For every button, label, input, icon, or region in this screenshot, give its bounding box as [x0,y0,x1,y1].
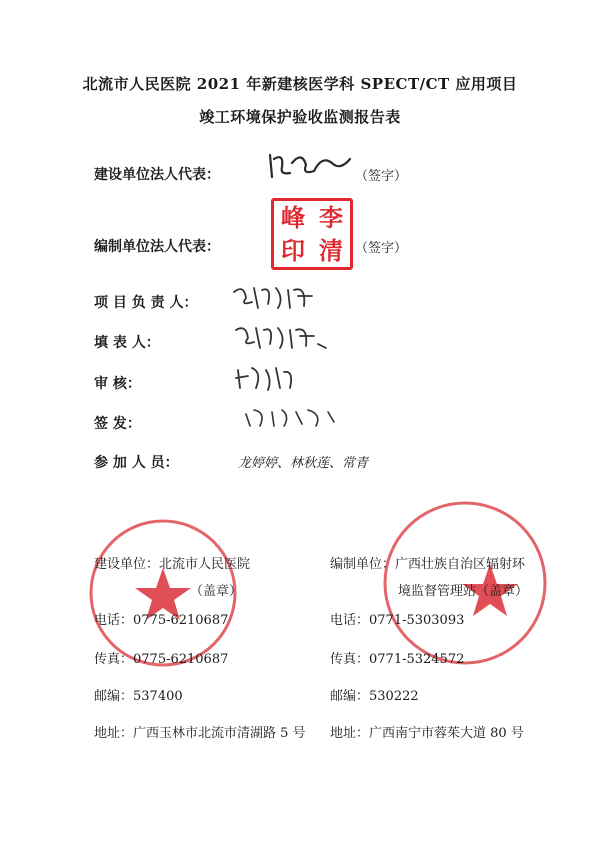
report-title-line2: 竣工环境保护验收监测报告表 [199,108,401,126]
issuer-signature [238,402,348,432]
editor-rep-row [94,236,220,256]
seal-char: 峰 [281,203,305,232]
editor-unit-line2: 境监督管理站（盖章） [398,584,529,599]
seal-char: 印 [281,236,305,265]
project-lead-row [94,292,198,312]
editor-phone: 电话：0771-5303093 [330,613,465,628]
builder-rep-label: 建设单位法人代表： [94,167,220,183]
reviewer-label: 审 核： [94,376,141,392]
editor-sign-note: （签字） [355,241,408,256]
builder-unit: 建设单位：北流市人民医院 [94,557,251,572]
filler-signature [230,318,330,354]
report-title-line1: 北流市人民医院 2021 年新建核医学科 SPECT/CT 应用项目 [82,75,518,93]
builder-address: 地址：广西玉林市北流市清湖路 5 号 [94,726,306,741]
issuer-row [94,413,141,433]
members-value: 龙婷婷、林秋莲、常青 [238,456,369,471]
editor-fax: 传真：0771-5324572 [330,652,465,667]
editor-rep-seal [271,198,353,270]
builder-postcode: 邮编：537400 [94,689,183,704]
reviewer-signature [232,360,302,394]
builder-fax: 传真：0775-6210687 [94,652,229,667]
project-lead-label: 项 目 负 责 人： [94,295,198,311]
editor-unit-line1: 编制单位：广西壮族自治区辐射环 [330,557,526,572]
seal-char: 清 [319,236,343,265]
editor-postcode: 邮编：530222 [330,689,419,704]
members-row [94,452,179,472]
filler-label: 填 表 人： [94,335,160,351]
editor-rep-label: 编制单位法人代表： [94,239,220,255]
members-label: 参 加 人 员： [94,455,179,471]
issuer-label: 签 发： [94,416,141,432]
builder-rep-signature [262,145,357,185]
editor-address: 地址：广西南宁市蓉茱大道 80 号 [330,726,524,741]
reviewer-row [94,373,141,393]
builder-phone: 电话：0775-6210687 [94,613,229,628]
builder-seal-note: （盖章） [190,584,243,599]
builder-sign-note: （签字） [355,169,408,184]
project-lead-signature [228,278,323,314]
seal-char: 李 [319,203,343,232]
builder-rep-row [94,164,220,184]
filler-row [94,332,160,352]
